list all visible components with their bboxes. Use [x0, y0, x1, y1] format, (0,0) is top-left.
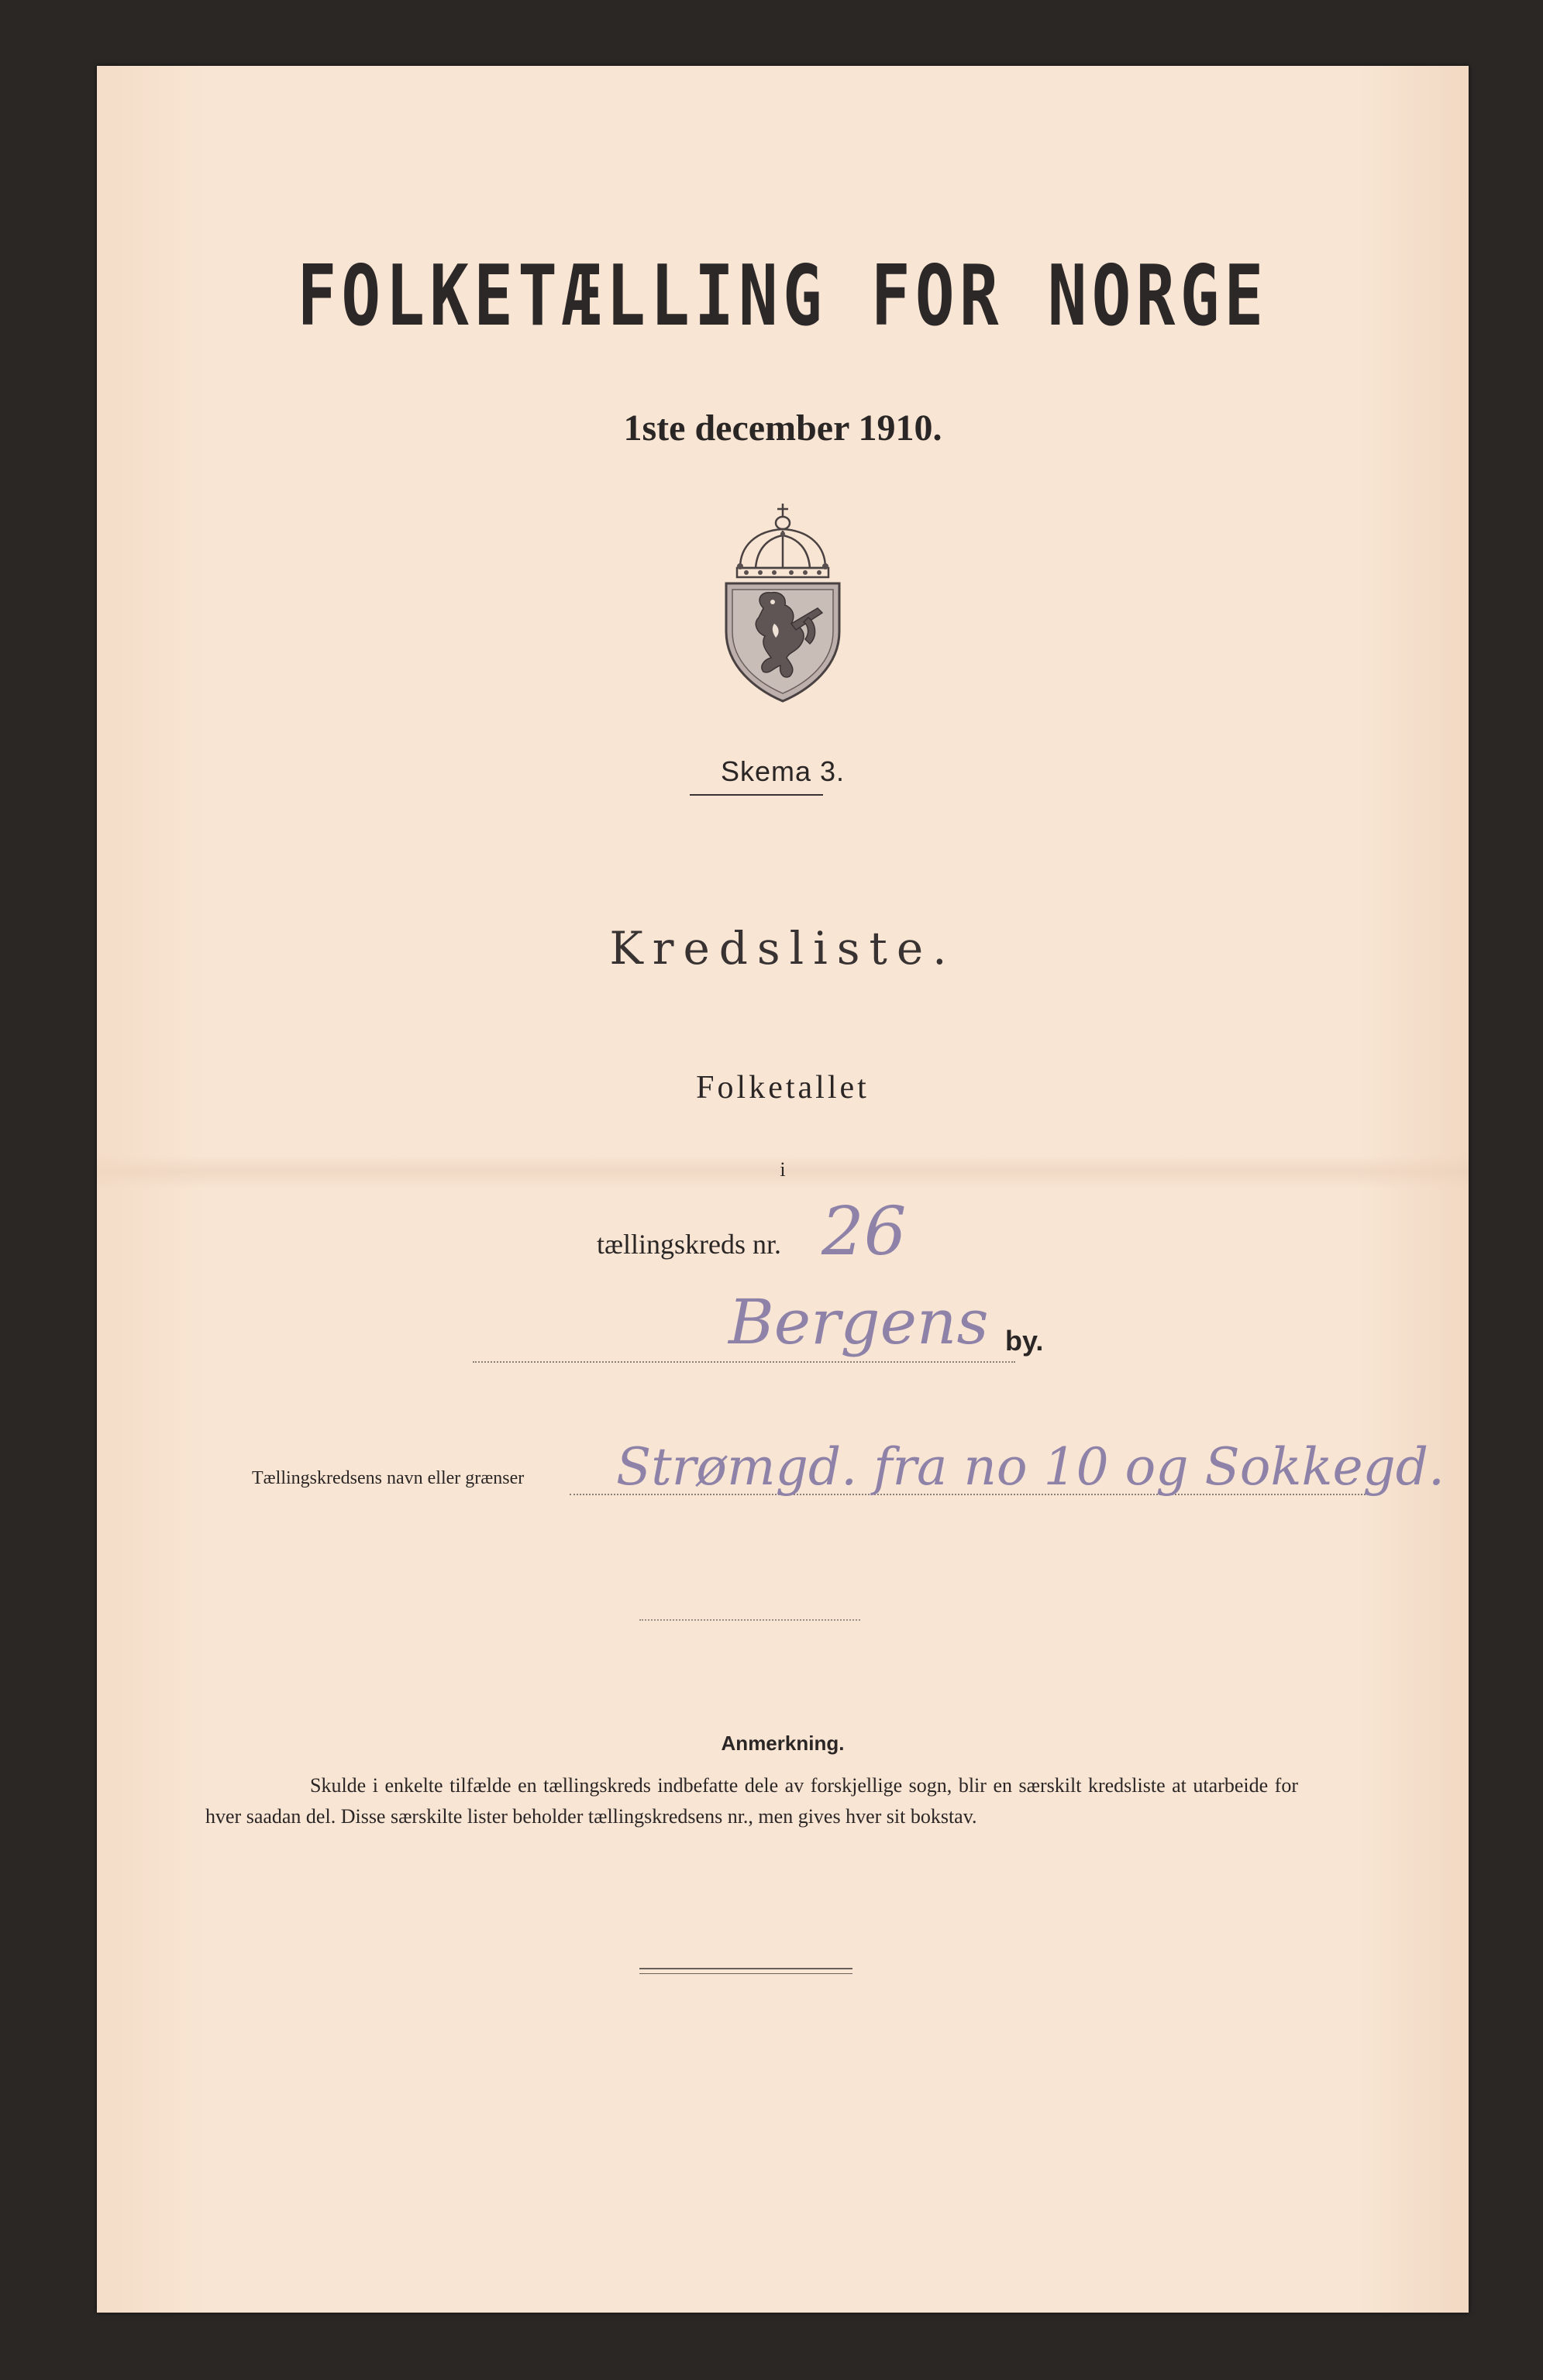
note-heading: Anmerkning. [721, 1732, 845, 1755]
district-number-value: 26 [821, 1193, 907, 1271]
city-value: Bergens [728, 1286, 989, 1358]
census-date: 1ste december 1910. [623, 408, 942, 449]
preposition-label: i [780, 1158, 786, 1181]
form-title: Kredsliste. [609, 922, 956, 975]
norwegian-coat-of-arms-icon [709, 500, 856, 705]
note-body: Skulde i enkelte tilfælde en tællingskreds indbefatte dele av forskjellige sogn, blir en særskilt kredsliste at utarbeide for hver saadan del. Disse særskilte lister beholder tællingskredsens nr., men gives hver sit bokstav. [205, 1774, 1298, 1828]
section-divider [639, 1619, 860, 1621]
city-suffix-label: by. [1005, 1325, 1044, 1357]
district-number-label: tællingskreds nr. [597, 1229, 782, 1260]
document-title: FOLKETÆLLING FOR NORGE [297, 248, 1269, 345]
boundary-value: Strømgd. fra no 10 og Sokkegd. [616, 1437, 1445, 1497]
bottom-divider-thin [639, 1973, 852, 1974]
schema-label: Skema 3. [720, 755, 846, 787]
census-form-sheet [97, 66, 1469, 2313]
population-label: Folketallet [696, 1070, 870, 1106]
boundary-label: Tællingskredsens navn eller grænser [252, 1468, 525, 1488]
city-field-line [473, 1361, 1015, 1363]
bottom-divider [639, 1968, 852, 1969]
schema-underline [690, 794, 823, 796]
